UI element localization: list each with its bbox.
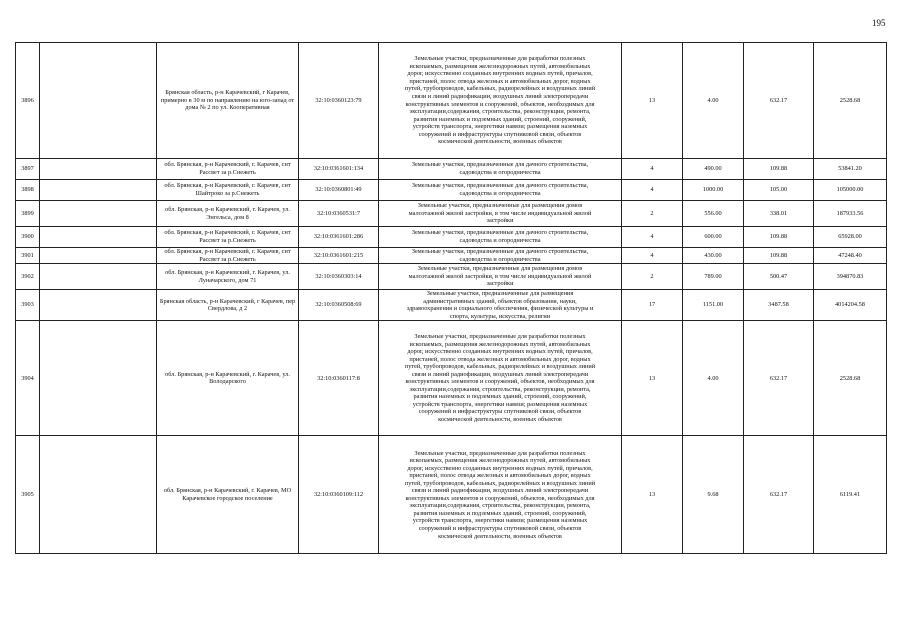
area-cell: 556.00 — [683, 201, 744, 227]
cadastral-value-table — [15, 42, 887, 554]
table-row — [16, 43, 887, 159]
unit-value-cell: 500.47 — [744, 264, 814, 290]
gap-cell — [40, 227, 157, 248]
cadastral-number-cell: 32:10:0361601:134 — [299, 159, 379, 180]
gap-cell — [40, 436, 157, 554]
cadastral-value-cell: 105000.00 — [814, 180, 887, 201]
use-code-cell: 4 — [622, 248, 683, 264]
gap-cell — [40, 201, 157, 227]
use-code-cell: 4 — [622, 180, 683, 201]
area-cell: 4.00 — [683, 43, 744, 159]
table-row — [16, 248, 887, 264]
unit-value-cell: 109.88 — [744, 159, 814, 180]
row-number: 3897 — [16, 159, 40, 180]
address-cell: обл. Брянская, р-н Карачевский, г. Карачев, снт Рассвет за р.Снежеть — [157, 248, 299, 264]
table-row — [16, 290, 887, 321]
address-cell: обл. Брянская, р-н Карачевский, г. Карачев, МО Карачевское городское поселение — [157, 436, 299, 554]
cadastral-number-cell: 32:10:0360109:112 — [299, 436, 379, 554]
row-number: 3900 — [16, 227, 40, 248]
table-row — [16, 321, 887, 436]
cadastral-value-cell: 187933.56 — [814, 201, 887, 227]
table-row — [16, 159, 887, 180]
use-code-cell: 2 — [622, 201, 683, 227]
area-cell: 430.00 — [683, 248, 744, 264]
address-cell: обл. Брянская, р-н Карачевский, г. Карачев, ул. Энгельса, дом 8 — [157, 201, 299, 227]
cadastral-number-cell: 32:10:0360117:8 — [299, 321, 379, 436]
table-row — [16, 201, 887, 227]
address-cell: обл. Брянская, р-н Карачевский, г. Карачев, снт Рассвет за р.Снежеть — [157, 159, 299, 180]
cadastral-value-cell: 6119.41 — [814, 436, 887, 554]
row-number: 3904 — [16, 321, 40, 436]
unit-value-cell: 338.01 — [744, 201, 814, 227]
area-cell: 789.00 — [683, 264, 744, 290]
area-cell: 4.00 — [683, 321, 744, 436]
cadastral-value-cell: 2528.68 — [814, 321, 887, 436]
gap-cell — [40, 264, 157, 290]
use-code-cell: 4 — [622, 159, 683, 180]
cadastral-number-cell: 32:10:0360531:7 — [299, 201, 379, 227]
unit-value-cell: 109.88 — [744, 227, 814, 248]
address-cell: обл. Брянская, р-н Карачевский, г. Карачев, ул. Луначарского, дом 71 — [157, 264, 299, 290]
use-code-cell: 17 — [622, 290, 683, 321]
area-cell: 1151.00 — [683, 290, 744, 321]
page-number: 195 — [872, 18, 886, 28]
area-cell: 9.68 — [683, 436, 744, 554]
cadastral-number-cell: 32:10:0360303:14 — [299, 264, 379, 290]
land-use-cell: Земельные участки, предназначенные для дачного строительства, садоводства и огородничества — [379, 227, 622, 248]
unit-value-cell: 105.00 — [744, 180, 814, 201]
area-cell: 1000.00 — [683, 180, 744, 201]
gap-cell — [40, 248, 157, 264]
cadastral-number-cell: 32:10:0361601:286 — [299, 227, 379, 248]
unit-value-cell: 632.17 — [744, 436, 814, 554]
use-code-cell: 13 — [622, 43, 683, 159]
row-number: 3903 — [16, 290, 40, 321]
land-use-cell: Земельные участки, предназначенные для размещения домов малоэтажной жилой застройки, в том числе индивидуальной жилой застройки — [379, 201, 622, 227]
table-row — [16, 227, 887, 248]
use-code-cell: 2 — [622, 264, 683, 290]
row-number: 3899 — [16, 201, 40, 227]
gap-cell — [40, 180, 157, 201]
land-use-cell: Земельные участки, предназначенные для дачного строительства, садоводства и огородничества — [379, 248, 622, 264]
row-number: 3901 — [16, 248, 40, 264]
cadastral-value-cell: 394870.83 — [814, 264, 887, 290]
row-number: 3905 — [16, 436, 40, 554]
table-row — [16, 436, 887, 554]
use-code-cell: 4 — [622, 227, 683, 248]
land-use-cell: Земельные участки, предназначенные для разработки полезных ископаемых, размещения железнодорожных путей, автомобильных дорог, искусственно созданных внутренних водных путей, причалов, пристаней, полос отвода железных и автомобильных дорог, водных путей, трубопроводов, кабельных, радиорелейных и воздушных линий связи и линий радиофикации, воздушных линий электропередачи конструктивных элементов и сооружений, объектов, необходимых для эксплуатации,содержания, строительства, реконструкции, ремонта, развития наземных и подземных зданий, строений, сооружений, устройств транспорта, энергетики навязи; размещения наземных сооружений и инфраструктуры спутниковой связи, объектов космической деятельности, военных объектов — [379, 321, 622, 436]
cadastral-value-cell: 2528.68 — [814, 43, 887, 159]
gap-cell — [40, 321, 157, 436]
row-number: 3896 — [16, 43, 40, 159]
land-use-cell: Земельные участки, предназначенные для размещения домов малоэтажной жилой застройки, в том числе индивидуальной жилой застройки — [379, 264, 622, 290]
cadastral-number-cell: 32:10:0360801:49 — [299, 180, 379, 201]
area-cell: 600.00 — [683, 227, 744, 248]
row-number: 3898 — [16, 180, 40, 201]
cadastral-number-cell: 32:10:0360123:79 — [299, 43, 379, 159]
land-use-cell: Земельные участки, предназначенные для разработки полезных ископаемых, размещения железнодорожных путей, автомобильных дорог, искусственно созданных внутренних водных путей, причалов, пристаней, полос отвода железных и автомобильных дорог, водных путей, трубопроводов, кабельных, радиорелейных и воздушных линий связи и линий радиофикации, воздушных линий электропередачи конструктивных элементов и сооружений, объектов, необходимых для эксплуатации,содержания, строительства, реконструкции, ремонта, развития наземных и подземных зданий, строений, сооружений, устройств транспорта, энергетики навязи; размещения наземных сооружений и инфраструктуры спутниковой связи, объектов космической деятельности, военных объектов — [379, 43, 622, 159]
use-code-cell: 13 — [622, 436, 683, 554]
unit-value-cell: 109.88 — [744, 248, 814, 264]
cadastral-value-cell: 53841.20 — [814, 159, 887, 180]
unit-value-cell: 632.17 — [744, 43, 814, 159]
unit-value-cell: 3487.58 — [744, 290, 814, 321]
land-use-cell: Земельные участки, предназначенные для разработки полезных ископаемых, размещения железнодорожных путей, автомобильных дорог, искусственно созданных внутренних водных путей, причалов, пристаней, полос отвода железных и автомобильных дорог, водных путей, трубопроводов, кабельных, радиорелейных и воздушных линий связи и линий радиофикации, воздушных линий электропередачи конструктивных элементов и сооружений, объектов, необходимых для эксплуатации,содержания, строительства, реконструкции, ремонта, развития наземных и подземных зданий, строений, сооружений, устройств транспорта, энергетики навязи; размещения наземных сооружений и инфраструктуры спутниковой связи, объектов космической деятельности, военных объектов — [379, 436, 622, 554]
table-row — [16, 264, 887, 290]
address-cell: обл. Брянская, р-н Карачевский, г. Карачев, снт Шайтроко за р.Снежеть — [157, 180, 299, 201]
unit-value-cell: 632.17 — [744, 321, 814, 436]
land-use-cell: Земельные участки, предназначенные для дачного строительства, садоводства и огородничества — [379, 180, 622, 201]
land-use-cell: Земельные участки, предназначенные для дачного строительства, садоводства и огородничества — [379, 159, 622, 180]
address-cell: Брянская область, р-н Карачевский, г Карачев, пер Свердлова, д 2 — [157, 290, 299, 321]
gap-cell — [40, 159, 157, 180]
cadastral-number-cell: 32:10:0361601:215 — [299, 248, 379, 264]
area-cell: 490.00 — [683, 159, 744, 180]
gap-cell — [40, 290, 157, 321]
address-cell: обл. Брянская, р-н Карачевский, г. Карачев, снт Рассвет за р.Снежеть — [157, 227, 299, 248]
cadastral-value-cell: 65928.00 — [814, 227, 887, 248]
land-use-cell: Земельные участки, предназначенные для размещения административных зданий, объектов образования, науки, здравоохранения и социального обеспечения, физической культуры и спорта, культуры, искусства, религии — [379, 290, 622, 321]
cadastral-value-cell: 4014204.58 — [814, 290, 887, 321]
use-code-cell: 13 — [622, 321, 683, 436]
table-row — [16, 180, 887, 201]
row-number: 3902 — [16, 264, 40, 290]
gap-cell — [40, 43, 157, 159]
address-cell: обл. Брянская, р-н Карачевский, г. Карачев, ул. Володарского — [157, 321, 299, 436]
cadastral-number-cell: 32:10:0360508:69 — [299, 290, 379, 321]
cadastral-value-cell: 47248.40 — [814, 248, 887, 264]
address-cell: Брянская область, р-н Карачевский, г Карачев, примерно в 30 м по направлению на юго-запад от дома № 2 по ул. Кооперативная — [157, 43, 299, 159]
